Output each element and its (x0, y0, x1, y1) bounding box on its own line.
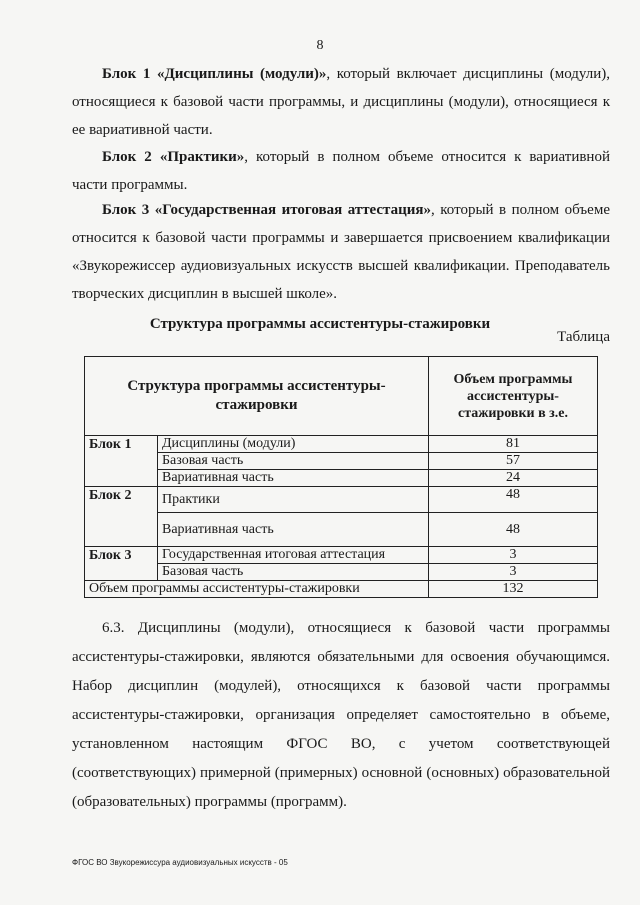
section-6-3-text: 6.3. Дисциплины (модули), относящиеся к базовой части программы ассистентуры-стажировки, являются обязательными для освоения обучающимся. Набор дисциплин (модулей), относящихся к базовой части программы ассистентуры-стажировки, организация определяет самостоятельно в объеме, установленном настоящим ФГОС ВО, с учетом соответствующей (соответствующих) примерной (примерных) основной (основных) образовательной (образовательных) программы (программ). (72, 620, 610, 810)
block-1-paragraph (72, 60, 610, 144)
table-row (85, 436, 598, 453)
table-row (85, 581, 598, 598)
table-row (85, 513, 598, 547)
block-2-text: , который в полном объеме относится к вариативной части программы. (72, 149, 610, 193)
page-number: 8 (316, 38, 324, 53)
base-part-3-value: 3 (429, 564, 598, 581)
disciplines-value: 81 (429, 436, 598, 453)
table-row (85, 487, 598, 513)
variative-part-1-cell: Вариативная часть (158, 470, 429, 487)
base-part-1-value: 57 (429, 453, 598, 470)
program-structure-table (84, 356, 598, 598)
table-row (85, 547, 598, 564)
gia-value: 3 (429, 547, 598, 564)
disciplines-cell: Дисциплины (модули) (158, 436, 429, 453)
variative-part-2-cell: Вариативная часть (158, 513, 429, 547)
block-3-cell: Блок 3 (85, 547, 158, 581)
gia-cell: Государственная итоговая аттестация (158, 547, 429, 564)
block-2-paragraph (72, 143, 610, 199)
total-value: 132 (429, 581, 598, 598)
base-part-3-cell: Базовая часть (158, 564, 429, 581)
table-row (85, 564, 598, 581)
total-cell: Объем программы ассистентуры-стажировки (85, 581, 429, 598)
block-3-paragraph (72, 196, 610, 308)
header-volume: Объем программы ассистентуры-стажировки в з.е. (429, 357, 598, 436)
block-1-text: , который включает дисциплины (модули), относящиеся к базовой части программы, и дисциплины (модули), относящиеся к ее вариативной части. (72, 66, 610, 138)
section-6-3-paragraph (72, 614, 610, 817)
table-header-row (85, 357, 598, 436)
block-1-cell: Блок 1 (85, 436, 158, 487)
page-footer: ФГОС ВО Звукорежиссура аудиовизуальных искусств - 05 (72, 858, 288, 867)
table-label: Таблица (557, 329, 610, 345)
block-2-cell: Блок 2 (85, 487, 158, 547)
practice-cell: Практики (158, 487, 429, 513)
table-row (85, 453, 598, 470)
header-structure: Структура программы ассистентуры-стажировки (85, 357, 429, 436)
block-2-title: Блок 2 «Практики» (102, 149, 245, 165)
base-part-1-cell: Базовая часть (158, 453, 429, 470)
practice-value: 48 (429, 487, 598, 513)
block-3-title: Блок 3 «Государственная итоговая аттестация» (102, 202, 432, 218)
variative-part-1-value: 24 (429, 470, 598, 487)
table-row (85, 470, 598, 487)
table-title: Структура программы ассистентуры-стажировки (149, 316, 491, 332)
block-1-title: Блок 1 «Дисциплины (модули)» (102, 66, 327, 82)
block-3-text: , который в полном объеме относится к базовой части программы и завершается присвоением квалификации «Звукорежиссер аудиовизуальных искусств высшей квалификации. Преподаватель творческих дисциплин в высшей школе». (72, 202, 610, 302)
variative-part-2-value: 48 (429, 513, 598, 547)
